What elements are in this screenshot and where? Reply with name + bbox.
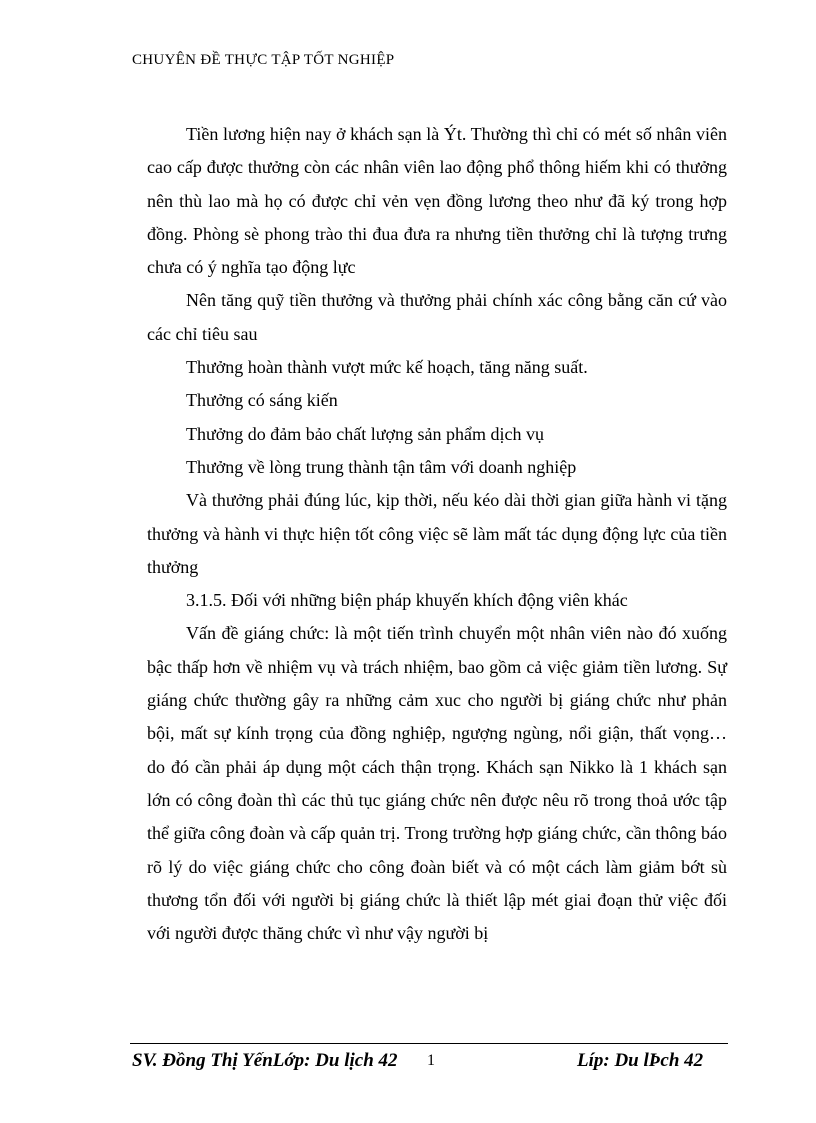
- footer-divider: [130, 1043, 728, 1044]
- footer-class-info: Líp: Du lÞch 42: [577, 1050, 704, 1071]
- page-header: CHUYÊN ĐỀ THỰC TẬP TỐT NGHIỆP: [132, 52, 395, 68]
- list-item-initiative-bonus: Thưởng có sáng kiến: [186, 390, 338, 411]
- list-item-quality-bonus: Thưởng do đảm bảo chất lượng sản phẩm dịch vụ: [186, 423, 544, 444]
- document-body: [147, 118, 727, 950]
- footer-student-info: SV. Đồng Thị YếnLớp: Du lịch 42: [132, 1050, 398, 1071]
- list-item-plan-bonus: Thưởng hoàn thành vượt mức kế hoạch, tăng năng suất.: [186, 357, 588, 378]
- paragraph-demotion: Vấn đề giáng chức: là một tiến trình chuyển một nhân viên nào đó xuống bậc thấp hơn về nhiệm vụ và trách nhiệm, bao gồm cả việc giảm tiền lương. Sự giáng chức thường gây ra những cảm xuc cho người bị giáng chức như phản bội, mất sự kính trọng của đồng nghiệp, ngượng ngùng, nổi giận, thất vọng… do đó cần phải áp dụng một cách thận trọng. Khách sạn Nikko là 1 khách sạn lớn có công đoàn thì các thủ tục giáng chức nên được nêu rõ trong thoả ước tập thể giữa công đoàn và cấp quản trị. Trong trường hợp giáng chức, cần thông báo rõ lý do việc giáng chức cho công đoàn biết và có một cách làm giảm bớt sù thương tổn đối với người bị giáng chức là thiết lập mét giai đoạn thử việc đối với người được thăng chức vì như vậy người bị: [147, 623, 727, 944]
- paragraph-bonus-fund: Nên tăng quỹ tiền thưởng và thưởng phải chính xác công bằng căn cứ vào các chỉ tiêu sau: [147, 290, 727, 344]
- paragraph-timely-bonus: Và thưởng phải đúng lúc, kịp thời, nếu kéo dài thời gian giữa hành vi tặng thưởng và hành vi thực hiện tốt công việc sẽ làm mất tác dụng động lực của tiền thưởng: [147, 490, 727, 577]
- section-heading-3-1-5: 3.1.5. Đối với những biện pháp khuyến khích động viên khác: [186, 590, 628, 611]
- list-item-loyalty-bonus: Thưởng về lòng trung thành tận tâm với doanh nghiệp: [186, 456, 577, 477]
- page-number: 1: [427, 1052, 435, 1069]
- paragraph-salary: Tiền lương hiện nay ở khách sạn là Ýt. Thường thì chỉ có mét số nhân viên cao cấp được thưởng còn các nhân viên lao động phổ thông hiếm khi có thưởng nên thù lao mà họ có được chỉ vẻn vẹn đồng lương theo như đã ký trong hợp đồng. Phòng sè phong trào thi đua đưa ra nhưng tiền thưởng chỉ là tượng trưng chưa có ý nghĩa tạo động lực: [147, 124, 727, 278]
